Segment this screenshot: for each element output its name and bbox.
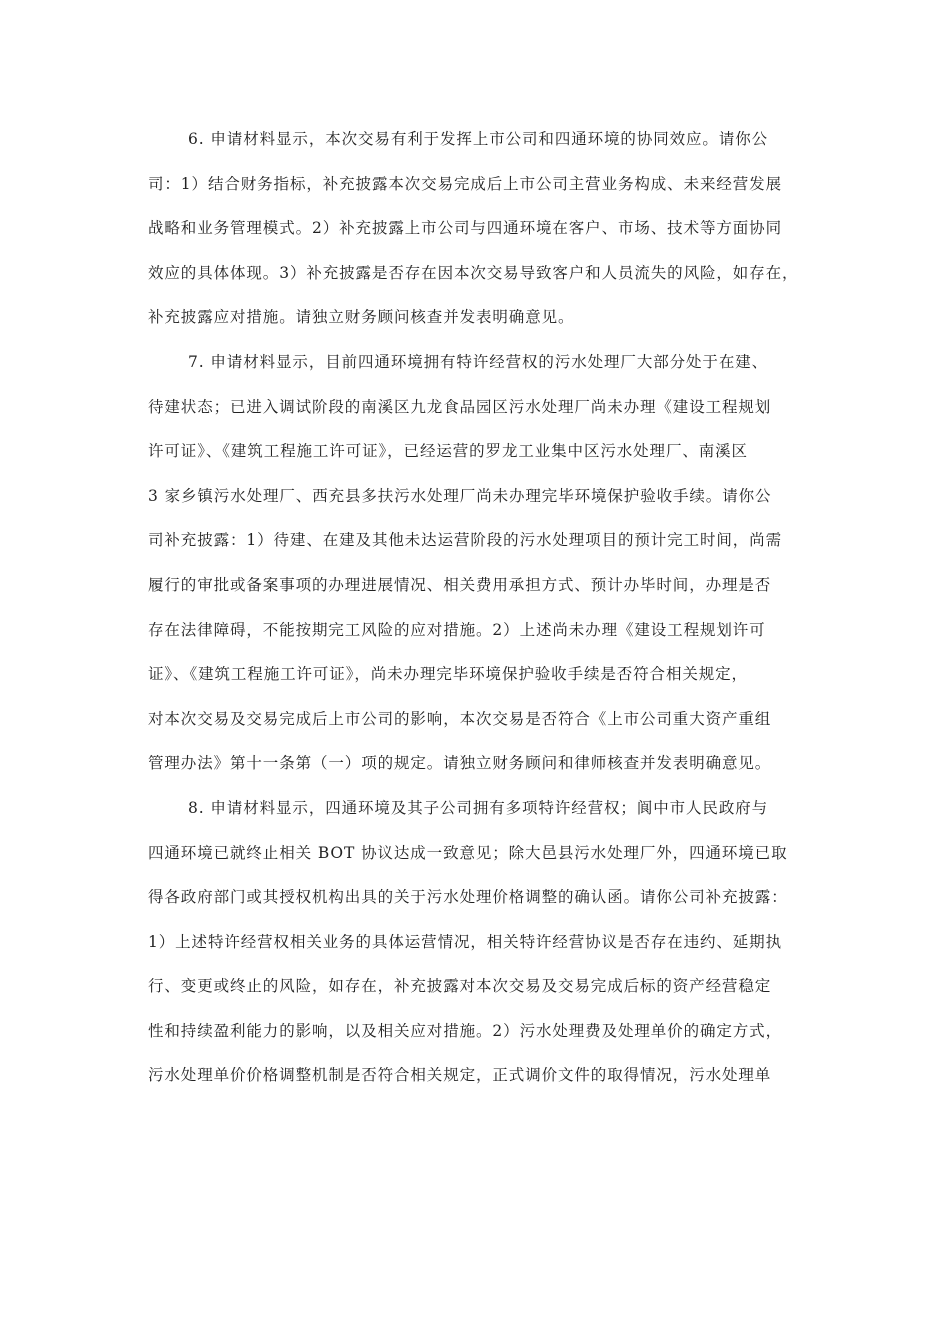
text-line: 对本次交易及交易完成后上市公司的影响，本次交易是否符合《上市公司重大资产重组 bbox=[148, 709, 772, 728]
text-line: 履行的审批或备案事项的办理进展情况、相关费用承担方式、预计办毕时间，办理是否 bbox=[148, 575, 772, 594]
document-body bbox=[148, 124, 808, 1105]
text-line: 性和持续盈利能力的影响，以及相关应对措施。2）污水处理费及处理单价的确定方式， bbox=[148, 1021, 782, 1040]
text-line: 补充披露应对措施。请独立财务顾问核查并发表明确意见。 bbox=[148, 308, 575, 327]
text-line: 8. 申请材料显示，四通环境及其子公司拥有多项特许经营权；阆中市人民政府与 bbox=[188, 798, 769, 817]
text-line: 存在法律障碍，不能按期完工风险的应对措施。2）上述尚未办理《建设工程规划许可 bbox=[148, 620, 766, 639]
text-line: 7. 申请材料显示，目前四通环境拥有特许经营权的污水处理厂大部分处于在建、 bbox=[188, 352, 769, 371]
text-line: 待建状态；已进入调试阶段的南溪区九龙食品园区污水处理厂尚未办理《建设工程规划 bbox=[148, 397, 772, 416]
text-line: 管理办法》第十一条第（一）项的规定。请独立财务顾问和律师核查并发表明确意见。 bbox=[148, 754, 772, 773]
text-line: 6. 申请材料显示，本次交易有利于发挥上市公司和四通环境的协同效应。请你公 bbox=[188, 130, 769, 148]
text-line: 战略和业务管理模式。2）补充披露上市公司与四通环境在客户、市场、技术等方面协同 bbox=[148, 219, 782, 238]
text-line: 1）上述特许经营权相关业务的具体运营情况，相关特许经营协议是否存在违约、延期执 bbox=[148, 932, 782, 951]
text-line: 许可证》、《建筑工程施工许可证》，已经运营的罗龙工业集中区污水处理厂、南溪区 bbox=[148, 442, 748, 461]
text-line: 3 家乡镇污水处理厂、西充县多扶污水处理厂尚未办理完毕环境保护验收手续。请你公 bbox=[148, 486, 772, 505]
text-line: 效应的具体体现。3）补充披露是否存在因本次交易导致客户和人员流失的风险，如存在， bbox=[148, 263, 799, 282]
text-line: 污水处理单价价格调整机制是否符合相关规定，正式调价文件的取得情况，污水处理单 bbox=[148, 1066, 772, 1085]
text-line: 四通环境已就终止相关 BOT 协议达成一致意见；除大邑县污水处理厂外，四通环境已取 bbox=[148, 843, 788, 862]
text-line: 司补充披露：1）待建、在建及其他未达运营阶段的污水处理项目的预计完工时间，尚需 bbox=[148, 531, 782, 550]
text-line: 得各政府部门或其授权机构出具的关于污水处理价格调整的确认函。请你公司补充披露： bbox=[148, 888, 788, 907]
text-line: 行、变更或终止的风险，如存在，补充披露对本次交易及交易完成后标的资产经营稳定 bbox=[148, 977, 772, 996]
text-line: 证》、《建筑工程施工许可证》，尚未办理完毕环境保护验收手续是否符合相关规定， bbox=[148, 665, 748, 684]
text-line: 司：1）结合财务指标，补充披露本次交易完成后上市公司主营业务构成、未来经营发展 bbox=[148, 174, 782, 193]
